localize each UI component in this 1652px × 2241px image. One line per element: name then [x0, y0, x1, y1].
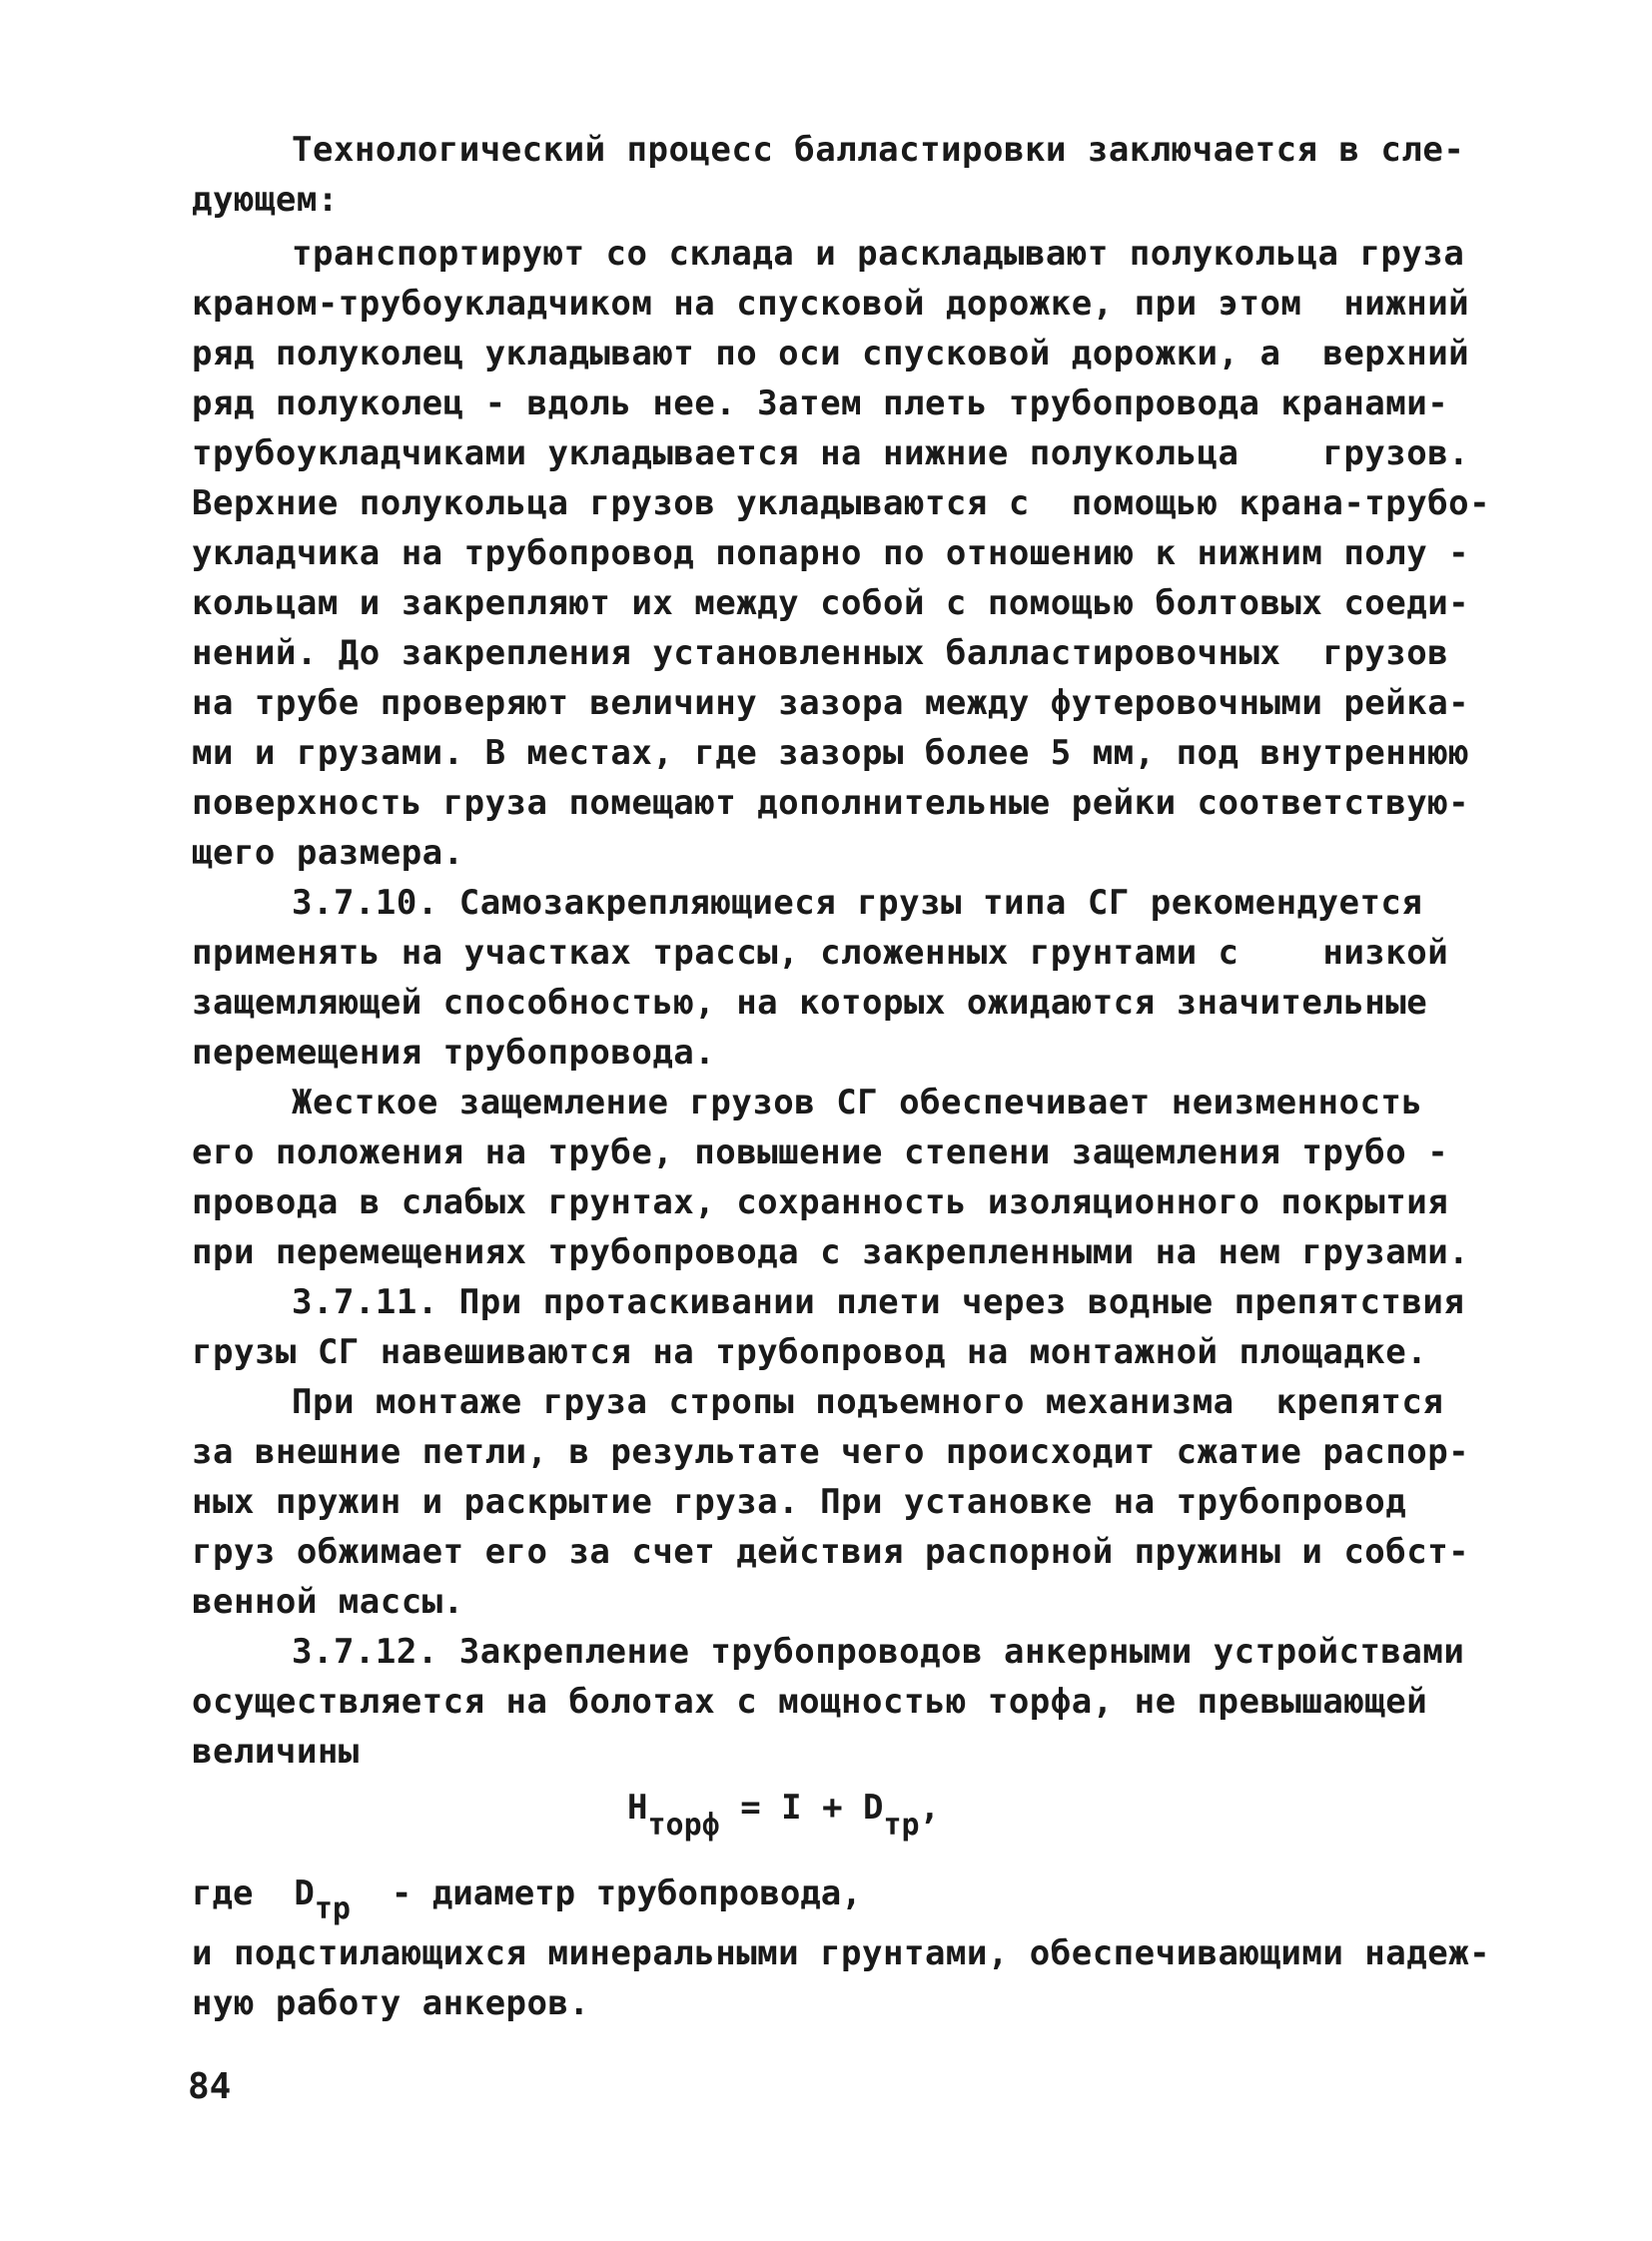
text-line: его положения на трубе, повышение степени защемления трубо - — [192, 1132, 1449, 1172]
page-number: 84 — [188, 2066, 232, 2107]
text-line: дующем: — [192, 180, 339, 220]
formula-lhs-subscript: торф — [647, 1808, 720, 1843]
text-line: укладчика на трубопровод попарно по отношению к нижним полу - — [192, 533, 1470, 573]
text-line: Технологический процесс балластировки заключается в сле- — [292, 130, 1465, 170]
text-line: груз обжимает его за счет действия распорной пружины и собст- — [192, 1532, 1470, 1572]
text-line: краном-трубоукладчиком на спусковой дорожке, при этом нижний — [192, 284, 1470, 324]
text-line: защемляющей способностью, на которых ожидаются значительные — [192, 983, 1428, 1023]
text-line: применять на участках трассы, сложенных грунтами с низкой — [192, 933, 1449, 973]
text-line: транспортируют со склада и раскладывают полукольца груза — [292, 234, 1465, 274]
where-line — [192, 1873, 862, 1926]
formula-rhs-subscript: тр — [883, 1808, 920, 1843]
text-line: нений. До закрепления установленных балластировочных грузов — [192, 633, 1449, 673]
text-line: величины — [192, 1732, 360, 1772]
text-line: и подстилающихся минеральными грунтами, обеспечивающими надеж- — [192, 1933, 1491, 1973]
text-line: кольцам и закрепляют их между собой с помощью болтовых соеди- — [192, 583, 1470, 623]
text-line: ми и грузами. В местах, где зазоры более 5 мм, под внутреннюю — [192, 733, 1470, 773]
text-line: за внешние петли, в результате чего происходит сжатие распор- — [192, 1432, 1470, 1472]
formula — [627, 1788, 941, 1843]
text-line: ряд полуколец - вдоль нее. Затем плеть трубопровода кранами- — [192, 383, 1449, 423]
section-3-7-12-line: 3.7.12. Закрепление трубопроводов анкерными устройствами — [292, 1632, 1465, 1672]
text-line: ную работу анкеров. — [192, 1983, 590, 2023]
text-line: провода в слабых грунтах, сохранность изоляционного покрытия — [192, 1182, 1449, 1222]
text-line: При монтаже груза стропы подъемного механизма крепятся — [292, 1382, 1444, 1422]
text-line: ряд полуколец укладывают по оси спусковой дорожки, а верхний — [192, 334, 1470, 374]
text-line: щего размера. — [192, 833, 464, 873]
formula-lhs: H — [627, 1788, 648, 1828]
text-line: грузы СГ навешиваются на трубопровод на монтажной площадке. — [192, 1332, 1428, 1372]
text-line: ных пружин и раскрытие груза. При установке на трубопровод — [192, 1482, 1407, 1522]
where-subscript: тр — [314, 1891, 351, 1926]
text-line: перемещения трубопровода. — [192, 1033, 716, 1073]
text-line: Жесткое защемление грузов СГ обеспечивает неизменность — [292, 1083, 1423, 1122]
text-line: на трубе проверяют величину зазора между футеровочными рейка- — [192, 683, 1470, 723]
text-line: осуществляется на болотах с мощностью торфа, не превышающей — [192, 1682, 1428, 1722]
text-line: венной массы. — [192, 1582, 464, 1622]
text-line: при перемещениях трубопровода с закрепленными на нем грузами. — [192, 1232, 1470, 1272]
text-line: трубоукладчиками укладывается на нижние полукольца грузов. — [192, 433, 1470, 473]
where-suffix: - диаметр трубопровода, — [350, 1873, 862, 1913]
formula-tail: , — [919, 1788, 941, 1828]
text-line: Верхние полукольца грузов укладываются с помощью крана-трубо- — [192, 483, 1491, 523]
where-prefix: где D — [192, 1873, 315, 1913]
text-line: поверхность груза помещают дополнительные рейки соответствую- — [192, 783, 1470, 823]
section-3-7-10-line: 3.7.10. Самозакрепляющиеся грузы типа СГ рекомендуется — [292, 883, 1423, 923]
section-3-7-11-line: 3.7.11. При протаскивании плети через водные препятствия — [292, 1282, 1465, 1322]
formula-middle: = I + D — [719, 1788, 884, 1828]
